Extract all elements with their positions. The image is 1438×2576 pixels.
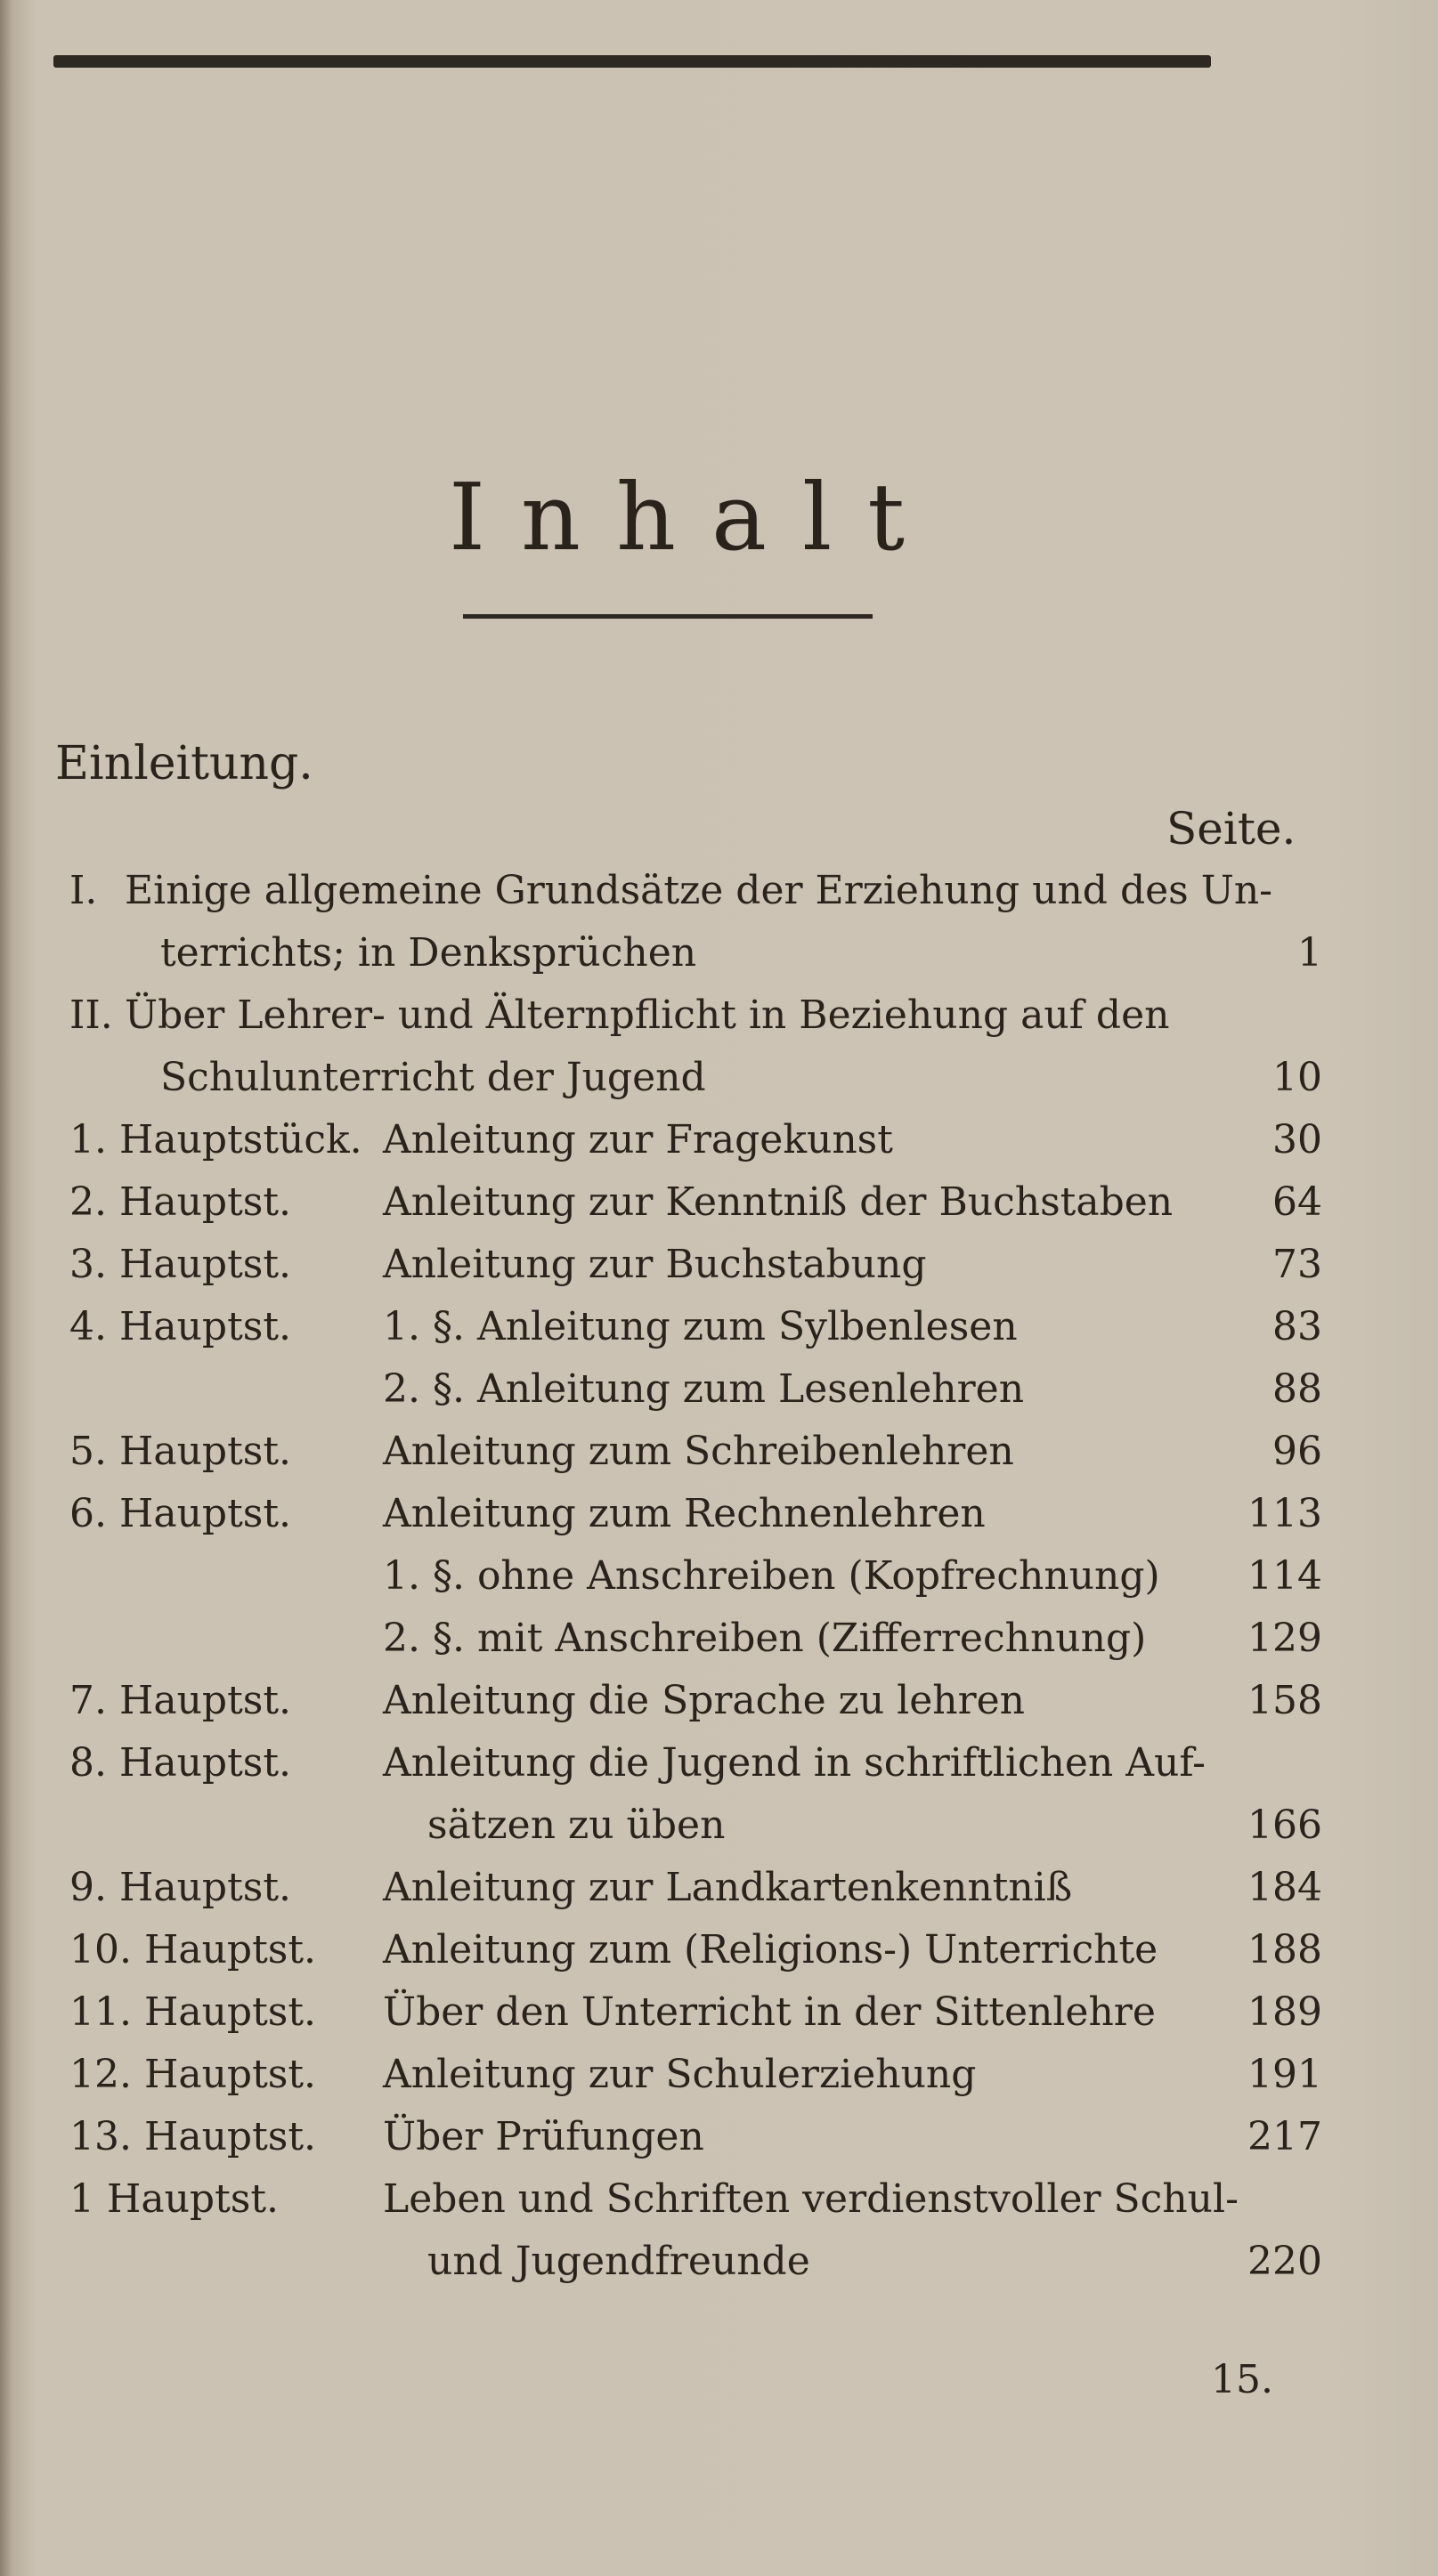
toc-entry-label: 8. Hauptst.	[69, 1740, 292, 1786]
toc-entry-text: Anleitung zur Buchstabung	[383, 1242, 927, 1287]
toc-entry-text: Anleitung zur Schulerziehung	[383, 2052, 977, 2097]
toc-page-number: 30	[1272, 1117, 1322, 1162]
toc-entry-label: 9. Hauptst.	[69, 1865, 292, 1910]
toc-page-number: 83	[1272, 1304, 1322, 1349]
toc-entry-label: 7. Hauptst.	[69, 1678, 292, 1723]
toc-entry-label: 11. Hauptst.	[69, 1989, 316, 2035]
toc-entry-text: Schulunterricht der Jugend	[160, 1055, 706, 1100]
page-column-label: Seite.	[1166, 803, 1296, 855]
toc-entry-label: 1. Hauptstück.	[69, 1117, 362, 1162]
toc-entry-text: Anleitung zur Landkartenkenntniß	[383, 1865, 1073, 1910]
toc-page-number: 217	[1247, 2114, 1322, 2159]
toc-entry-label: 6. Hauptst.	[69, 1491, 292, 1536]
toc-entry-text: 1. §. ohne Anschreiben (Kopfrechnung)	[383, 1553, 1160, 1599]
toc-entry-text: Anleitung zur Fragekunst	[383, 1117, 893, 1162]
toc-entry-text: Anleitung zur Kenntniß der Buchstaben	[383, 1179, 1174, 1225]
toc-page-number: 96	[1272, 1429, 1322, 1474]
top-rule	[53, 55, 1211, 68]
toc-entry-text: Über Prüfungen	[383, 2114, 704, 2159]
toc-page-number: 10	[1272, 1055, 1322, 1100]
toc-entry-text: sätzen zu üben	[427, 1802, 726, 1848]
toc-page-number: 73	[1272, 1242, 1322, 1287]
toc-entry-text: Über den Unterricht in der Sittenlehre	[383, 1989, 1156, 2035]
toc-page-number: 64	[1272, 1179, 1322, 1225]
toc-entry-text: Einige allgemeine Grundsätze der Erziehung und des Un-	[125, 868, 1273, 913]
toc-entry-label: 2. Hauptst.	[69, 1179, 292, 1225]
toc-entry-text: terrichts; in Denksprüchen	[160, 930, 697, 976]
toc-entry-text: und Jugendfreunde	[427, 2239, 810, 2284]
toc-entry-text: Anleitung die Jugend in schriftlichen Auf-	[383, 1740, 1206, 1786]
toc-entry-label: II.	[69, 992, 113, 1038]
toc-entry-label: 4. Hauptst.	[69, 1304, 292, 1349]
toc-entry-text: 2. §. Anleitung zum Lesenlehren	[383, 1366, 1025, 1412]
toc-entry-label: 12. Hauptst.	[69, 2052, 316, 2097]
toc-entry-label: 13. Hauptst.	[69, 2114, 316, 2159]
toc-entry-label: 5. Hauptst.	[69, 1429, 292, 1474]
toc-page-number: 129	[1247, 1616, 1322, 1661]
toc-page-number: 189	[1247, 1989, 1322, 2035]
toc-page-number: 158	[1247, 1678, 1322, 1723]
intro-heading: Einleitung.	[55, 737, 313, 790]
toc-entry-text: Anleitung die Sprache zu lehren	[383, 1678, 1026, 1723]
toc-page-number: 114	[1247, 1553, 1322, 1599]
toc-entry-text: 2. §. mit Anschreiben (Zifferrechnung)	[383, 1616, 1147, 1661]
catchword: 15.	[1211, 2357, 1273, 2402]
toc-entry-text: Über Lehrer- und Älternpflicht in Beziehung auf den	[125, 992, 1170, 1038]
toc-page-number: 113	[1247, 1491, 1322, 1536]
toc-page-number: 166	[1247, 1802, 1322, 1848]
page-title: Inhalt	[448, 463, 941, 571]
toc-entry-label: I.	[69, 868, 98, 913]
toc-page-number: 88	[1272, 1366, 1322, 1412]
toc-entry-label: 3. Hauptst.	[69, 1242, 292, 1287]
toc-entry-label: 10. Hauptst.	[69, 1927, 316, 1973]
toc-entry-text: Leben und Schriften verdienstvoller Schul-	[383, 2176, 1239, 2222]
toc-entry-label: 1 Hauptst.	[69, 2176, 280, 2222]
toc-page-number: 220	[1247, 2239, 1322, 2284]
toc-entry-text: Anleitung zum (Religions-) Unterrichte	[383, 1927, 1158, 1973]
toc-page-number: 1	[1297, 930, 1322, 976]
toc-page-number: 188	[1247, 1927, 1322, 1973]
title-rule	[463, 614, 873, 619]
toc-entry-text: Anleitung zum Schreibenlehren	[383, 1429, 1014, 1474]
toc-page-number: 191	[1247, 2052, 1322, 2097]
toc-entry-text: Anleitung zum Rechnenlehren	[383, 1491, 986, 1536]
toc-entry-text: 1. §. Anleitung zum Sylbenlesen	[383, 1304, 1018, 1349]
toc-page-number: 184	[1247, 1865, 1322, 1910]
